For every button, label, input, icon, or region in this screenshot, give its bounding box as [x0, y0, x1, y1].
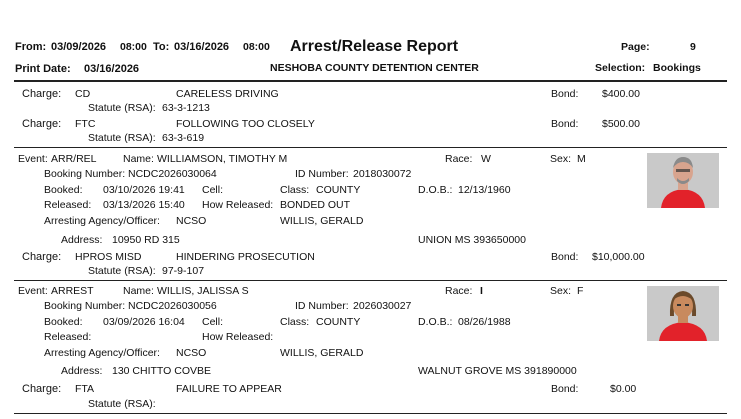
booking-number-label: Booking Number: — [44, 168, 126, 180]
released-label: Released: — [44, 199, 92, 211]
class-value: COUNTY — [316, 316, 361, 328]
bond-amount: $400.00 — [602, 88, 640, 100]
class-value: COUNTY — [316, 184, 361, 196]
sex-label: Sex: — [550, 153, 572, 165]
print-date-label: Print Date: — [15, 63, 71, 75]
class-label: Class: — [280, 316, 310, 328]
charge-label: Charge: — [22, 383, 62, 395]
charge-code: FTC — [75, 118, 96, 130]
record-divider — [14, 280, 727, 281]
bond-amount: $500.00 — [602, 118, 640, 130]
statute-value: 97-9-107 — [162, 265, 205, 277]
booking-number: NCDC2026030056 — [128, 300, 217, 312]
statute-value: 63-3-1213 — [162, 102, 210, 114]
charge-description: HINDERING PROSECUTION — [176, 251, 315, 263]
statute-label: Statute (RSA): — [88, 102, 156, 114]
facility-name: NESHOBA COUNTY DETENTION CENTER — [270, 62, 479, 74]
selection-label: Selection: — [595, 62, 646, 74]
booking-number-label: Booking Number: — [44, 300, 126, 312]
from-label: From: — [15, 41, 47, 53]
inmate-name: WILLIS, JALISSA S — [157, 285, 249, 297]
charge-label: Charge: — [22, 88, 62, 100]
race-value: I — [480, 285, 483, 297]
bond-label: Bond: — [551, 88, 579, 100]
id-number-label: ID Number: — [295, 300, 349, 312]
event-type: ARR/REL — [51, 153, 97, 165]
statute-label: Statute (RSA): — [88, 265, 156, 277]
race-label: Race: — [445, 153, 473, 165]
cell-label: Cell: — [202, 184, 224, 196]
charge-code: HPROS MISD — [75, 251, 142, 263]
sex-value: F — [577, 285, 584, 297]
mugshot-photo — [647, 286, 719, 341]
page-label: Page: — [621, 41, 650, 53]
address-value: 130 CHITTO COVBE — [112, 365, 212, 377]
event-label: Event: — [18, 153, 48, 165]
sex-value: M — [577, 153, 586, 165]
booked-label: Booked: — [44, 316, 83, 328]
released-datetime: 03/13/2026 15:40 — [103, 199, 185, 211]
how-released-value: BONDED OUT — [280, 199, 351, 211]
from-time: 08:00 — [120, 41, 147, 53]
dob-label: D.O.B.: — [418, 316, 453, 328]
event-type: ARREST — [51, 285, 94, 297]
charge-description: FAILURE TO APPEAR — [176, 383, 282, 395]
record-divider — [14, 147, 727, 148]
bond-amount: $0.00 — [610, 383, 637, 395]
sex-label: Sex: — [550, 285, 572, 297]
bond-label: Bond: — [551, 118, 579, 130]
released-label: Released: — [44, 331, 92, 343]
class-label: Class: — [280, 184, 310, 196]
statute-value: 63-3-619 — [162, 132, 205, 144]
race-label: Race: — [445, 285, 473, 297]
to-label: To: — [153, 41, 170, 53]
booked-datetime: 03/10/2026 19:41 — [103, 184, 185, 196]
record-divider — [14, 413, 727, 414]
page-number: 9 — [690, 41, 696, 53]
race-value: W — [481, 153, 491, 165]
event-label: Event: — [18, 285, 48, 297]
dob-value: 08/26/1988 — [458, 316, 511, 328]
selection-value: Bookings — [653, 62, 701, 74]
to-date: 03/16/2026 — [174, 41, 230, 53]
dob-value: 12/13/1960 — [458, 184, 511, 196]
charge-description: FOLLOWING TOO CLOSELY — [176, 118, 315, 130]
name-label: Name: — [123, 285, 154, 297]
arresting-label: Arresting Agency/Officer: — [44, 347, 160, 359]
id-number-label: ID Number: — [295, 168, 349, 180]
address-value: 10950 RD 315 — [112, 234, 180, 246]
id-number: 2018030072 — [353, 168, 412, 180]
charge-code: CD — [75, 88, 91, 100]
address-label: Address: — [61, 234, 103, 246]
charge-label: Charge: — [22, 118, 62, 130]
booked-label: Booked: — [44, 184, 83, 196]
from-date: 03/09/2026 — [51, 41, 107, 53]
charge-code: FTA — [75, 383, 95, 395]
arresting-label: Arresting Agency/Officer: — [44, 215, 160, 227]
cell-label: Cell: — [202, 316, 224, 328]
to-time: 08:00 — [243, 41, 270, 53]
how-released-label: How Released: — [202, 199, 274, 211]
charge-description: CARELESS DRIVING — [176, 88, 279, 100]
print-date: 03/16/2026 — [84, 63, 140, 75]
booked-datetime: 03/09/2026 16:04 — [103, 316, 185, 328]
dob-label: D.O.B.: — [418, 184, 453, 196]
city-value: WALNUT GROVE MS 391890000 — [418, 365, 577, 377]
agency-value: NCSO — [176, 215, 207, 227]
city-value: UNION MS 393650000 — [418, 234, 526, 246]
id-number: 2026030027 — [353, 300, 412, 312]
bond-label: Bond: — [551, 383, 579, 395]
bond-label: Bond: — [551, 251, 579, 263]
officer-value: WILLIS, GERALD — [280, 347, 364, 359]
how-released-label: How Released: — [202, 331, 274, 343]
inmate-name: WILLIAMSON, TIMOTHY M — [157, 153, 288, 165]
bond-amount: $10,000.00 — [592, 251, 645, 263]
mugshot-photo — [647, 153, 719, 208]
charge-label: Charge: — [22, 251, 62, 263]
statute-label: Statute (RSA): — [88, 132, 156, 144]
header-divider — [14, 80, 727, 82]
booking-number: NCDC2026030064 — [128, 168, 217, 180]
report-title: Arrest/Release Report — [290, 38, 459, 55]
agency-value: NCSO — [176, 347, 207, 359]
name-label: Name: — [123, 153, 154, 165]
statute-label: Statute (RSA): — [88, 398, 156, 410]
address-label: Address: — [61, 365, 103, 377]
officer-value: WILLIS, GERALD — [280, 215, 364, 227]
